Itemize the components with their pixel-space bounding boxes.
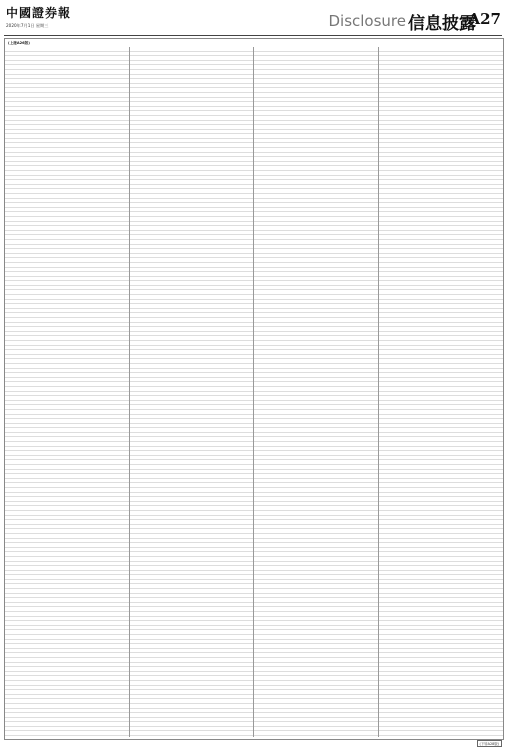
disclosure-table xyxy=(4,38,504,740)
page-number: A27 xyxy=(468,10,501,28)
section-title-english: Disclosure xyxy=(328,12,406,30)
table-row xyxy=(379,731,504,736)
masthead xyxy=(0,0,506,36)
table-row xyxy=(5,731,129,736)
table-row xyxy=(130,731,254,736)
table-column xyxy=(5,47,130,737)
table-columns xyxy=(5,47,503,737)
continuation-note: (上接A26版) xyxy=(8,41,30,45)
section-title-chinese: 信息披露 xyxy=(408,14,476,34)
table-row xyxy=(254,731,378,736)
table-column xyxy=(130,47,255,737)
table-column xyxy=(379,47,504,737)
table-column xyxy=(254,47,379,737)
masthead-rule xyxy=(4,35,502,36)
continuation-badge: (下转A28版) xyxy=(477,740,502,747)
newspaper-logo: 中國證券報 xyxy=(6,6,72,20)
issue-date: 2020年7月1日 星期三 xyxy=(6,23,49,28)
